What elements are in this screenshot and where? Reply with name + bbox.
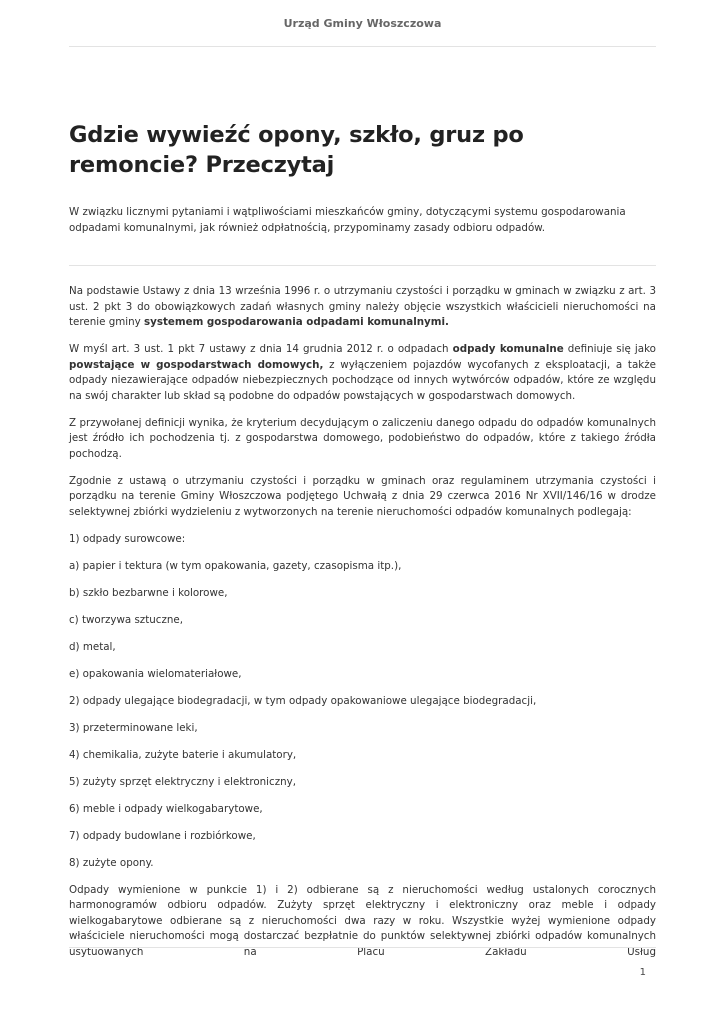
list-item: a) papier i tektura (w tym opakowania, gazety, czasopisma itp.), [69, 559, 402, 572]
list-item: b) szkło bezbarwne i kolorowe, [69, 586, 228, 599]
paragraph-regulation: Zgodnie z ustawą o utrzymaniu czystości i porządku w gminach oraz regulaminem utrzymania czystości i porządku na terenie Gminy Włoszczowa podjętego Uchwałą z dnia 29 czerwca 2016 Nr XVII/146/16 w drodze selektywnej zbiórki wydzieleniu z wytworzonych na terenie nieruchomości odpadów komunalnych podlegają: [69, 474, 656, 518]
list-item: c) tworzywa sztuczne, [69, 613, 183, 626]
article-body [69, 284, 656, 972]
list-item: d) metal, [69, 640, 116, 653]
list-item: 7) odpady budowlane i rozbiórkowe, [69, 829, 256, 842]
intro-divider [69, 265, 656, 266]
definition-text-a: W myśl art. 3 ust. 1 pkt 7 ustawy z dnia 14 grudnia 2012 r. o odpadach [69, 343, 453, 355]
list-item: 1) odpady surowcowe: [69, 532, 186, 545]
paragraph-legal-basis-bold: systemem gospodarowania odpadami komunalnymi. [144, 316, 449, 328]
site-header-title: Urząd Gminy Włoszczowa [283, 17, 442, 30]
page-number: 1 [639, 967, 646, 978]
list-item: 3) przeterminowane leki, [69, 721, 198, 734]
paragraph-criterion: Z przywołanej definicji wynika, że kryterium decydującym o zaliczeniu danego odpadu do odpadów komunalnych jest źródło ich pochodzenia tj. z gospodarstwa domowego, podobieństwo do odpadów, które z takiego źródła pochodzą. [69, 416, 656, 460]
header-divider [69, 46, 656, 47]
definition-text-c: definiuje się jako [563, 343, 656, 355]
definition-bold-waste: odpady komunalne [452, 343, 564, 355]
list-item: 6) meble i odpady wielkogabarytowe, [69, 802, 263, 815]
list-item: e) opakowania wielomateriałowe, [69, 667, 242, 680]
article-title: Gdzie wywieźć opony, szkło, gruz po remoncie? Przeczytaj [69, 122, 524, 178]
list-item: 5) zużyty sprzęt elektryczny i elektroniczny, [69, 775, 296, 788]
list-item: 8) zużyte opony. [69, 856, 154, 869]
paragraph-collection: Odpady wymienione w punkcie 1) i 2) odbierane są z nieruchomości według ustalonych corocznych harmonogramów odbioru odpadów. Zużyty sprzęt elektryczny i elektroniczny oraz meble i odpady wielkogabarytowe odbierane są z nieruchomości dwa razy w roku. Wszystkie wyżej wymienione odpady właściciele nieruchomości mogą dostarczać bezpłatnie do punktów selektywnej zbiórki odpadów komunalnych usytuowanych na Placu Zakładu Usług [69, 883, 656, 958]
list-item: 2) odpady ulegające biodegradacji, w tym odpady opakowaniowe ulegające biodegradacji, [69, 694, 537, 707]
article-intro: W związku licznymi pytaniami i wątpliwościami mieszkańców gminy, dotyczącymi systemu gospodarowania odpadami komunalnymi, jak również odpłatnością, przypominamy zasady odbioru odpadów. [69, 206, 626, 234]
list-item: 4) chemikalia, zużyte baterie i akumulatory, [69, 748, 297, 761]
definition-bold-households: powstające w gospodarstwach domowych, [69, 358, 324, 371]
footer-divider [69, 947, 656, 948]
paragraph-legal-basis-text: Na podstawie Ustawy z dnia 13 września 1996 r. o utrzymaniu czystości i porządku w gminach w związku z art. 3 ust. 2 pkt 3 do obowiązkowych zadań własnych gminy należy objęcie wszystkich właścicieli nieruchomości na terenie gminy [69, 285, 656, 328]
paragraph-definition [69, 342, 656, 404]
definition-text-e: z wyłączeniem pojazdów wycofanych z eksploatacji, a także odpady niezawierające odpadów niebezpiecznych pochodzące od innych wytwórców odpadów, które ze względu na swój charakter lub skład są podobne do odpadów powstających w gospodarstwach domowych. [69, 358, 656, 402]
paragraph-legal-basis [69, 284, 656, 331]
